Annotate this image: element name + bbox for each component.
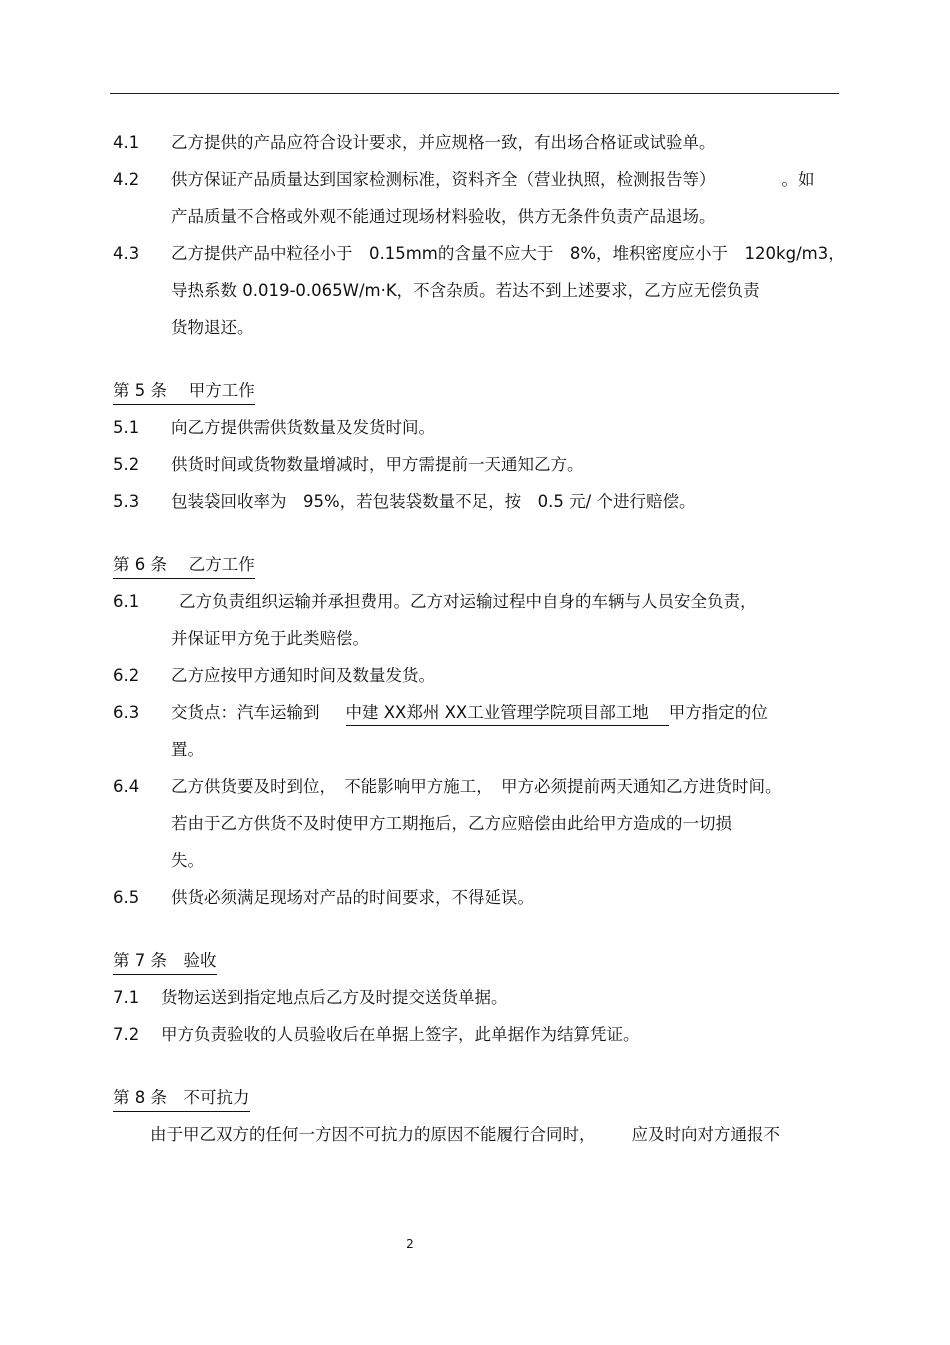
section-title: 第 7 条 验收 <box>113 950 217 975</box>
clause-6-1-cont <box>113 620 843 657</box>
clause-text: 产品质量不合格或外观不能通过现场材料验收，供方无条件负责产品退场。 <box>171 207 716 226</box>
delivery-prefix: 交货点：汽车运输到 <box>171 703 320 722</box>
clause-4-3-cont <box>113 272 843 309</box>
clause-text: 向乙方提供需供货数量及发货时间。 <box>171 418 435 437</box>
clause-5-2 <box>113 446 843 483</box>
clause-4-2-cont <box>113 198 843 235</box>
clause-6-2 <box>113 657 843 694</box>
page-number: 2 <box>406 1237 414 1251</box>
clause-4-3 <box>113 235 843 272</box>
clause-text-main: 供方保证产品质量达到国家检测标准，资料齐全（营业执照，检测报告等） <box>171 170 716 189</box>
clause-text <box>171 694 768 731</box>
clause-6-1 <box>113 583 843 620</box>
clause-text-tail: 。如 <box>781 170 815 189</box>
clause-text: 甲方负责验收的人员验收后在单据上签字，此单据作为结算凭证。 <box>161 1025 640 1044</box>
delivery-site-text: 中建 XX郑州 XX工业管理学院项目部工地 <box>345 703 649 722</box>
clause-text: 并保证甲方免于此类赔偿。 <box>171 629 369 648</box>
section-title: 第 8 条 不可抗力 <box>113 1087 250 1112</box>
clause-5-1 <box>113 409 843 446</box>
section-title: 第 5 条 甲方工作 <box>113 380 255 405</box>
clause-7-2 <box>113 1016 843 1053</box>
clause-number: 6.1 <box>113 592 140 611</box>
clause-6-4 <box>113 768 843 805</box>
clause-number: 4.3 <box>113 244 140 263</box>
clause-text: 供货时间或货物数量增减时，甲方需提前一天通知乙方。 <box>171 455 584 474</box>
clause-text: 乙方应按甲方通知时间及数量发货。 <box>171 666 435 685</box>
clause-number: 6.3 <box>113 703 140 722</box>
clause-text: 货物运送到指定地点后乙方及时提交送货单据。 <box>161 988 508 1007</box>
clause-6-4-cont2 <box>113 842 843 879</box>
clause-text: 导热系数 0.019-0.065W/m·K，不含杂质。若达不到上述要求，乙方应无偿负责 <box>171 281 760 300</box>
section-5-heading <box>113 372 843 409</box>
clause-text: 乙方供货要及时到位， 不能影响甲方施工， 甲方必须提前两天通知乙方进货时间。 <box>171 777 782 796</box>
paragraph-part-1: 由于甲乙双方的任何一方因不可抗力的原因不能履行合同时， <box>150 1125 596 1144</box>
clause-number: 6.5 <box>113 888 140 907</box>
clause-7-1 <box>113 979 843 1016</box>
clause-number: 6.4 <box>113 777 140 796</box>
clause-number: 6.2 <box>113 666 140 685</box>
clause-4-1 <box>113 124 843 161</box>
delivery-suffix: 甲方指定的位 <box>668 703 768 722</box>
clause-6-3 <box>113 694 843 731</box>
document-body <box>113 124 843 1153</box>
clause-number: 7.2 <box>113 1025 140 1044</box>
section-title: 第 6 条 乙方工作 <box>113 554 255 579</box>
clause-text <box>171 161 815 198</box>
clause-number: 5.1 <box>113 418 140 437</box>
clause-text: 置。 <box>171 740 204 759</box>
clause-6-4-cont <box>113 805 843 842</box>
clause-number: 5.2 <box>113 455 140 474</box>
clause-5-3 <box>113 483 843 520</box>
clause-text: 货物退还。 <box>171 318 254 337</box>
section-8-heading <box>113 1079 843 1116</box>
clause-text: 失。 <box>171 851 204 870</box>
clause-6-3-cont <box>113 731 843 768</box>
clause-number: 4.1 <box>113 133 140 152</box>
clause-text: 乙方提供产品中粒径小于 0.15mm的含量不应大于 8%，堆积密度应小于 120kg/m3， <box>171 244 845 263</box>
paragraph-text <box>150 1116 780 1153</box>
section-6-heading <box>113 546 843 583</box>
section-7-heading <box>113 942 843 979</box>
header-rule <box>110 93 839 94</box>
delivery-site <box>346 702 669 726</box>
clause-number: 7.1 <box>113 988 140 1007</box>
clause-number: 4.2 <box>113 170 140 189</box>
clause-text: 供货必须满足现场对产品的时间要求，不得延误。 <box>171 888 534 907</box>
clause-text: 乙方提供的产品应符合设计要求，并应规格一致，有出场合格证或试验单。 <box>171 133 716 152</box>
paragraph-part-2: 应及时向对方通报不 <box>631 1125 780 1144</box>
clause-4-2 <box>113 161 843 198</box>
clause-text: 若由于乙方供货不及时使甲方工期拖后，乙方应赔偿由此给甲方造成的一切损 <box>171 814 732 833</box>
clause-4-3-cont2 <box>113 309 843 346</box>
clause-number: 5.3 <box>113 492 140 511</box>
clause-text: 乙方负责组织运输并承担费用。乙方对运输过程中自身的车辆与人员安全负责， <box>179 592 757 611</box>
clause-6-5 <box>113 879 843 916</box>
section-8-paragraph <box>113 1116 843 1153</box>
clause-text: 包装袋回收率为 95%，若包装袋数量不足，按 0.5 元/ 个进行赔偿。 <box>171 492 696 511</box>
